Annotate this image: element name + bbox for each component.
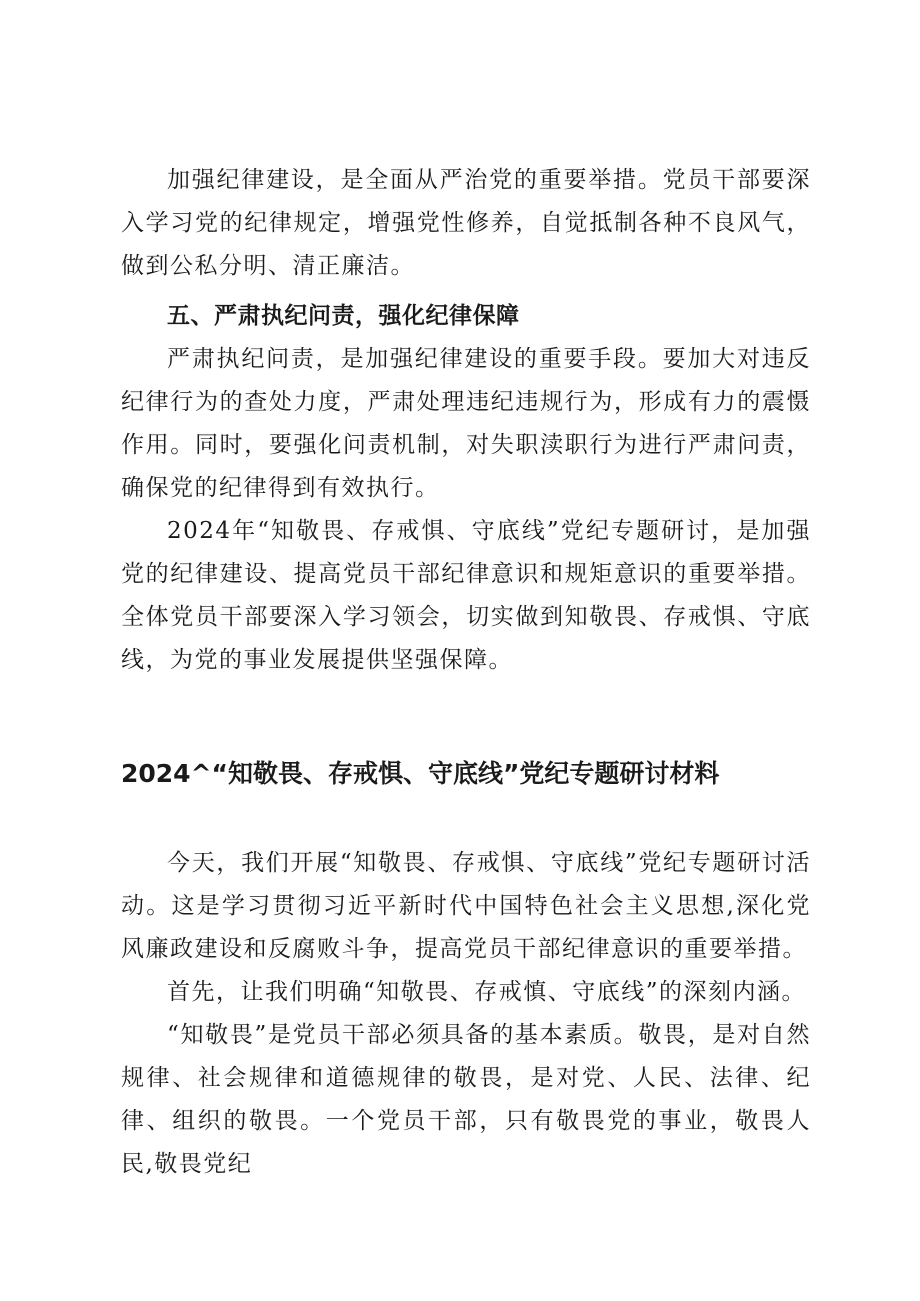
paragraph-know-reverence: “知敬畏”是党员干部必须具备的基本素质。敬畏，是对自然规律、社会规律和道德规律的敬畏，是对党、人民、法律、纪律、组织的敬畏。一个党员干部，只有敬畏党的事业，敬畏人民,敬畏党纪 [121,1022,811,1177]
paragraph-discipline-building: 加强纪律建设，是全面从严治党的重要举措。党员干部要深入学习党的纪律规定，增强党性修养，自觉抵制各种不良风气，做到公私分明、清正廉洁。 [121,167,811,279]
paragraph-first-meaning: 首先，让我们明确“知敬畏、存戒慎、守底线”的深刻内涵。 [167,979,807,1005]
paragraph-2024-seminar: 2024年“知敬畏、存戒惧、守底线”党纪专题研讨，是加强党的纪律建设、提高党员干部纪律意识和规矩意识的重要举措。全体党员干部要深入学习领会，切实做到知敬畏、存戒惧、守底线，为党的事业发展提供坚强保障。 [121,518,811,673]
paragraph-today-activity: 今天，我们开展“知敬畏、存戒惧、守底线”党纪专题研讨活动。这是学习贯彻习近平新时代中国特色社会主义思想,深化党风廉政建设和反腐败斗争，提高党员干部纪律意识的重要举措。 [121,850,811,962]
section-heading-five: 五、严肃执纪问责，强化纪律保障 [167,303,520,329]
paragraph-accountability: 严肃执纪问责，是加强纪律建设的重要手段。要加大对违反纪律行为的查处力度，严肃处理违纪违规行为，形成有力的震慑作用。同时，要强化问责机制，对失职渎职行为进行严肃问责，确保党的纪律得到有效执行。 [121,346,811,501]
document-title: 2024^“知敬畏、存戒惧、守底线”党纪专题研讨材料 [121,759,720,788]
